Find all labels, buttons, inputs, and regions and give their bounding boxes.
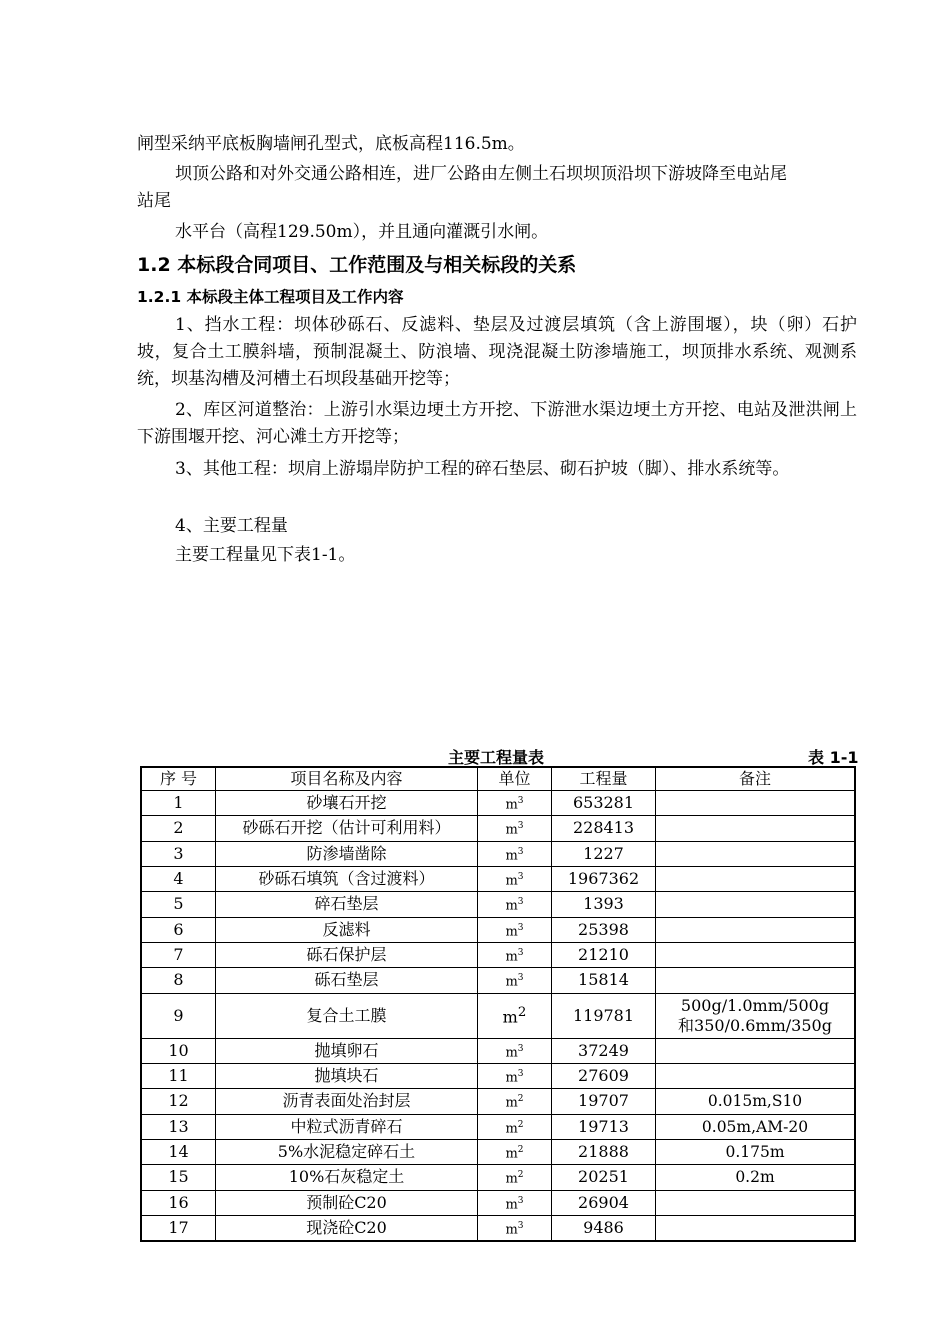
cell-unit xyxy=(478,1063,552,1088)
cell-note xyxy=(656,942,856,967)
unit-exponent: 3 xyxy=(517,897,524,908)
unit-exponent: 2 xyxy=(517,1094,524,1105)
note-line: 0.2m xyxy=(735,1168,775,1187)
table-row xyxy=(141,993,855,1038)
table-caption: 主要工程量表 xyxy=(448,748,545,767)
cell-quantity: 9486 xyxy=(552,1215,656,1241)
unit-exponent: 2 xyxy=(517,1005,527,1021)
note-line-2: 和350/0.6mm/350g xyxy=(678,1015,832,1035)
cell-item: 预制砼C20 xyxy=(216,1190,478,1215)
unit-exponent: 3 xyxy=(517,1195,524,1206)
cell-unit xyxy=(478,841,552,866)
table-row xyxy=(141,1063,855,1088)
cell-note xyxy=(656,1165,856,1190)
unit-base: m xyxy=(505,1196,518,1212)
cell-note xyxy=(656,968,856,993)
note-line: 0.175m xyxy=(725,1143,785,1162)
cell-item: 碎石垫层 xyxy=(216,892,478,917)
unit-exponent: 3 xyxy=(517,821,524,832)
unit-exponent: 2 xyxy=(517,1144,524,1155)
cell-quantity: 21210 xyxy=(552,942,656,967)
heading-1-2: 1.2 本标段合同项目、工作范围及与相关标段的关系 xyxy=(137,254,577,276)
cell-quantity: 228413 xyxy=(552,816,656,841)
unit-base: m xyxy=(505,847,518,863)
cell-item: 沥青表面处治封层 xyxy=(216,1089,478,1114)
header-unit: 单位 xyxy=(478,767,552,791)
cell-note xyxy=(656,791,856,816)
cell-unit xyxy=(478,1190,552,1215)
heading-1-2-1: 1.2.1 本标段主体工程项目及工作内容 xyxy=(137,288,404,306)
cell-unit xyxy=(478,1139,552,1164)
cell-item: 复合土工膜 xyxy=(216,993,478,1038)
cell-item: 5%水泥稳定碎石土 xyxy=(216,1139,478,1164)
note-line: 0.015m,S10 xyxy=(707,1092,803,1111)
cell-unit xyxy=(478,1165,552,1190)
paragraph-tailwater-platform: 水平台（高程129.50m），并且通向灌溉引水闸。 xyxy=(175,222,549,242)
table-row xyxy=(141,791,855,816)
table-row xyxy=(141,892,855,917)
table-row xyxy=(141,841,855,866)
cell-unit xyxy=(478,1089,552,1114)
header-quantity: 工程量 xyxy=(552,767,656,791)
paragraph-main-quantities-ref: 主要工程量见下表1-1。 xyxy=(175,545,356,565)
quantities-table xyxy=(140,766,856,1242)
unit-base: m xyxy=(502,1007,518,1027)
header-item: 项目名称及内容 xyxy=(216,767,478,791)
cell-item: 防渗墙凿除 xyxy=(216,841,478,866)
paragraph-main-quantities-title: 4、主要工程量 xyxy=(175,516,288,536)
unit-base: m xyxy=(505,949,518,965)
table-header-row xyxy=(141,767,855,791)
unit-base: m xyxy=(505,822,518,838)
cell-quantity: 26904 xyxy=(552,1190,656,1215)
cell-no: 12 xyxy=(141,1089,216,1114)
cell-quantity: 25398 xyxy=(552,917,656,942)
cell-no: 7 xyxy=(141,942,216,967)
unit-base: m xyxy=(505,797,518,813)
paragraph-water-retaining-works: 1、挡水工程：坝体砂砾石、反滤料、垫层及过渡层填筑（含上游围堰），块（卵）石护坡，复合土工膜斜墙，预制混凝土、防浪墙、现浇混凝土防渗墙施工，坝顶排水系统、观测系统，坝基沟槽及河槽土石坝段基础开挖等； xyxy=(137,315,857,389)
cell-unit xyxy=(478,1038,552,1063)
cell-unit xyxy=(478,1114,552,1139)
cell-unit xyxy=(478,942,552,967)
table-row xyxy=(141,1215,855,1241)
unit-base: m xyxy=(505,1095,518,1111)
cell-quantity: 20251 xyxy=(552,1165,656,1190)
cell-item: 现浇砼C20 xyxy=(216,1215,478,1241)
cell-note xyxy=(656,1114,856,1139)
unit-exponent: 3 xyxy=(517,796,524,806)
table-row xyxy=(141,1165,855,1190)
cell-unit xyxy=(478,892,552,917)
cell-quantity: 15814 xyxy=(552,968,656,993)
cell-item: 抛填块石 xyxy=(216,1063,478,1088)
cell-item: 反滤料 xyxy=(216,917,478,942)
cell-quantity: 119781 xyxy=(552,993,656,1038)
cell-note xyxy=(656,1190,856,1215)
unit-exponent: 3 xyxy=(517,1068,524,1079)
cell-no: 8 xyxy=(141,968,216,993)
cell-note xyxy=(656,892,856,917)
cell-no: 15 xyxy=(141,1165,216,1190)
unit-base: m xyxy=(505,873,518,889)
unit-exponent: 3 xyxy=(517,922,524,933)
unit-exponent: 3 xyxy=(517,1043,524,1054)
cell-no: 14 xyxy=(141,1139,216,1164)
unit-base: m xyxy=(505,1120,518,1136)
paragraph-other-works: 3、其他工程：坝肩上游塌岸防护工程的碎石垫层、砌石护坡（脚）、排水系统等。 xyxy=(175,459,790,479)
cell-item: 10%石灰稳定土 xyxy=(216,1165,478,1190)
cell-quantity: 1967362 xyxy=(552,866,656,891)
table-row xyxy=(141,1139,855,1164)
unit-exponent: 2 xyxy=(517,1170,524,1181)
table-row xyxy=(141,866,855,891)
cell-unit xyxy=(478,1215,552,1241)
cell-no: 1 xyxy=(141,791,216,816)
table-row xyxy=(141,1038,855,1063)
cell-note xyxy=(656,993,856,1038)
cell-note xyxy=(656,1215,856,1241)
table-body xyxy=(141,791,855,1242)
cell-item: 砂壤石开挖 xyxy=(216,791,478,816)
cell-quantity: 1393 xyxy=(552,892,656,917)
unit-exponent: 3 xyxy=(517,846,524,857)
cell-no: 13 xyxy=(141,1114,216,1139)
cell-unit xyxy=(478,866,552,891)
unit-base: m xyxy=(505,1171,518,1187)
unit-base: m xyxy=(505,1222,518,1238)
unit-base: m xyxy=(505,923,518,939)
table-row xyxy=(141,1089,855,1114)
cell-item: 砂砾石开挖（估计可利用料） xyxy=(216,816,478,841)
cell-unit xyxy=(478,968,552,993)
cell-note xyxy=(656,866,856,891)
table-row xyxy=(141,1114,855,1139)
cell-unit xyxy=(478,791,552,816)
cell-no: 9 xyxy=(141,993,216,1038)
cell-quantity: 19707 xyxy=(552,1089,656,1114)
cell-note xyxy=(656,1089,856,1114)
cell-note xyxy=(656,1139,856,1164)
cell-item: 砂砾石填筑（含过渡料） xyxy=(216,866,478,891)
unit-exponent: 3 xyxy=(517,947,524,958)
table-row xyxy=(141,917,855,942)
unit-base: m xyxy=(505,1044,518,1060)
cell-quantity: 37249 xyxy=(552,1038,656,1063)
table-row xyxy=(141,1190,855,1215)
table-row xyxy=(141,942,855,967)
cell-no: 5 xyxy=(141,892,216,917)
cell-no: 4 xyxy=(141,866,216,891)
table-row xyxy=(141,968,855,993)
unit-base: m xyxy=(505,1070,518,1086)
cell-quantity: 1227 xyxy=(552,841,656,866)
cell-no: 11 xyxy=(141,1063,216,1088)
cell-item: 砾石垫层 xyxy=(216,968,478,993)
cell-no: 17 xyxy=(141,1215,216,1241)
cell-no: 16 xyxy=(141,1190,216,1215)
unit-exponent: 3 xyxy=(517,871,524,882)
paragraph-road-connection: 坝顶公路和对外交通公路相连，进厂公路由左侧土石坝坝顶沿坝下游坡降至电站尾 xyxy=(175,164,787,184)
unit-exponent: 3 xyxy=(517,973,524,984)
cell-no: 6 xyxy=(141,917,216,942)
paragraph-river-regulation: 2、库区河道整治：上游引水渠边埂土方开挖、下游泄水渠边埂土方开挖、电站及泄洪闸上下游围堰开挖、河心滩土方开挖等； xyxy=(137,400,857,447)
header-no: 序 号 xyxy=(141,767,216,791)
cell-note xyxy=(656,917,856,942)
cell-note xyxy=(656,1038,856,1063)
cell-item: 砾石保护层 xyxy=(216,942,478,967)
cell-quantity: 653281 xyxy=(552,791,656,816)
note-line: 500g/1.0mm/500g xyxy=(680,995,830,1015)
unit-base: m xyxy=(505,974,518,990)
table-number: 表 1-1 xyxy=(808,748,859,767)
unit-base: m xyxy=(505,898,518,914)
unit-exponent: 3 xyxy=(517,1220,524,1231)
table-row xyxy=(141,816,855,841)
cell-item: 抛填卵石 xyxy=(216,1038,478,1063)
cell-no: 3 xyxy=(141,841,216,866)
cell-unit xyxy=(478,993,552,1038)
cell-unit xyxy=(478,917,552,942)
cell-no: 2 xyxy=(141,816,216,841)
cell-note xyxy=(656,816,856,841)
cell-unit xyxy=(478,816,552,841)
unit-exponent: 2 xyxy=(517,1119,524,1130)
cell-note xyxy=(656,841,856,866)
header-note: 备注 xyxy=(656,767,856,791)
cell-item: 中粒式沥青碎石 xyxy=(216,1114,478,1139)
cell-quantity: 27609 xyxy=(552,1063,656,1088)
cell-no: 10 xyxy=(141,1038,216,1063)
paragraph-gate-type: 闸型采纳平底板胸墙闸孔型式，底板高程116.5m。 xyxy=(137,134,525,154)
note-line: 0.05m,AM-20 xyxy=(701,1117,809,1136)
unit-base: m xyxy=(505,1146,518,1162)
cell-note xyxy=(656,1063,856,1088)
paragraph-road-connection-wrap: 站尾 xyxy=(137,191,171,211)
cell-quantity: 19713 xyxy=(552,1114,656,1139)
cell-quantity: 21888 xyxy=(552,1139,656,1164)
